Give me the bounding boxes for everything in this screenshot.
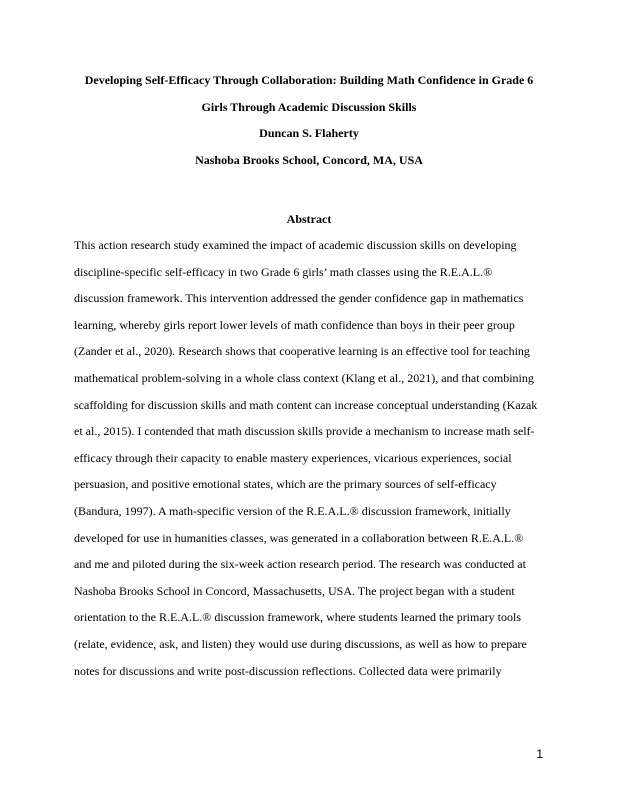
- title-block: [74, 67, 544, 173]
- abstract-line: Nashoba Brooks School in Concord, Massachusetts, USA. The project began with a student: [74, 583, 515, 598]
- paper-title-line-1: Developing Self-Efficacy Through Collaboration: Building Math Confidence in Grade 6: [84, 73, 534, 87]
- abstract-heading: Abstract: [286, 212, 332, 226]
- abstract-line: orientation to the R.E.A.L.® discussion framework, where students learned the primary tools: [74, 610, 522, 625]
- abstract-line: et al., 2015). I contended that math discussion skills provide a mechanism to increase math self-: [74, 424, 535, 439]
- abstract-line: mathematical problem-solving in a whole class context (Klang et al., 2021), and that combining: [74, 370, 534, 385]
- paper-title-line-2: Girls Through Academic Discussion Skills: [201, 99, 417, 114]
- abstract-line: (Zander et al., 2020). Research shows that cooperative learning is an effective tool for teaching: [74, 344, 530, 359]
- abstract-line: efficacy through their capacity to enable mastery experiences, vicarious experiences, social: [74, 450, 512, 465]
- abstract-line: notes for discussions and write post-discussion reflections. Collected data were primarily: [74, 663, 502, 678]
- abstract-line: developed for use in humanities classes, was generated in a collaboration between R.E.A.L.®: [74, 530, 524, 545]
- author-affiliation: Nashoba Brooks School, Concord, MA, USA: [195, 152, 423, 167]
- abstract-line: scaffolding for discussion skills and math content can increase conceptual understanding (Kazak: [74, 397, 538, 412]
- abstract-line: (Bandura, 1997). A math-specific version of the R.E.A.L.® discussion framework, initially: [74, 503, 511, 518]
- abstract-line: persuasion, and positive emotional states, which are the primary sources of self-efficacy: [74, 477, 497, 492]
- abstract-body: [74, 232, 544, 684]
- abstract-line: discussion framework. This intervention addressed the gender confidence gap in mathematics: [74, 291, 524, 306]
- abstract-line: and me and piloted during the six-week action research period. The research was conducted at: [74, 557, 526, 572]
- author-name: Duncan S. Flaherty: [259, 126, 359, 141]
- abstract-line: learning, whereby girls report lower levels of math confidence than boys in their peer group: [74, 317, 515, 332]
- abstract-line: discipline-specific self-efficacy in two Grade 6 girls’ math classes using the R.E.A.L.®: [74, 264, 493, 279]
- abstract-line: This action research study examined the impact of academic discussion skills on developing: [74, 238, 517, 252]
- page-number: 1: [536, 747, 543, 761]
- abstract-line: (relate, evidence, ask, and listen) they would use during discussions, as well as how to prepare: [74, 636, 527, 651]
